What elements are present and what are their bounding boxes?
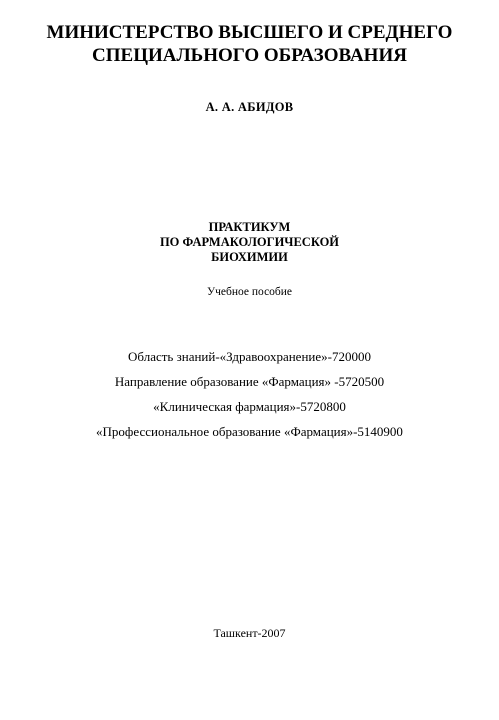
document-type: Учебное пособие: [206, 286, 293, 298]
specialty-line: Направление образование «Фармация» -5720500: [114, 374, 385, 389]
specialty-line: «Клиническая фармация»-5720800: [153, 399, 346, 414]
ministry-line-2: СПЕЦИАЛЬНОГО ОБРАЗОВАНИЯ: [92, 45, 407, 66]
title-line-3: БИОХИМИИ: [211, 250, 288, 264]
author-name: А. А. АБИДОВ: [205, 100, 294, 114]
title-line-2: ПО ФАРМАКОЛОГИЧЕСКОЙ: [159, 235, 340, 249]
ministry-line-1: МИНИСТЕРСТВО ВЫСШЕГО И СРЕДНЕГО: [46, 22, 453, 43]
place-and-year: Ташкент-2007: [213, 626, 286, 640]
specialty-line: «Профессиональное образование «Фармация»-5140900: [96, 424, 403, 439]
specialty-line: Область знаний-«Здравоохранение»-720000: [128, 349, 371, 364]
title-line-1: ПРАКТИКУМ: [208, 220, 291, 234]
